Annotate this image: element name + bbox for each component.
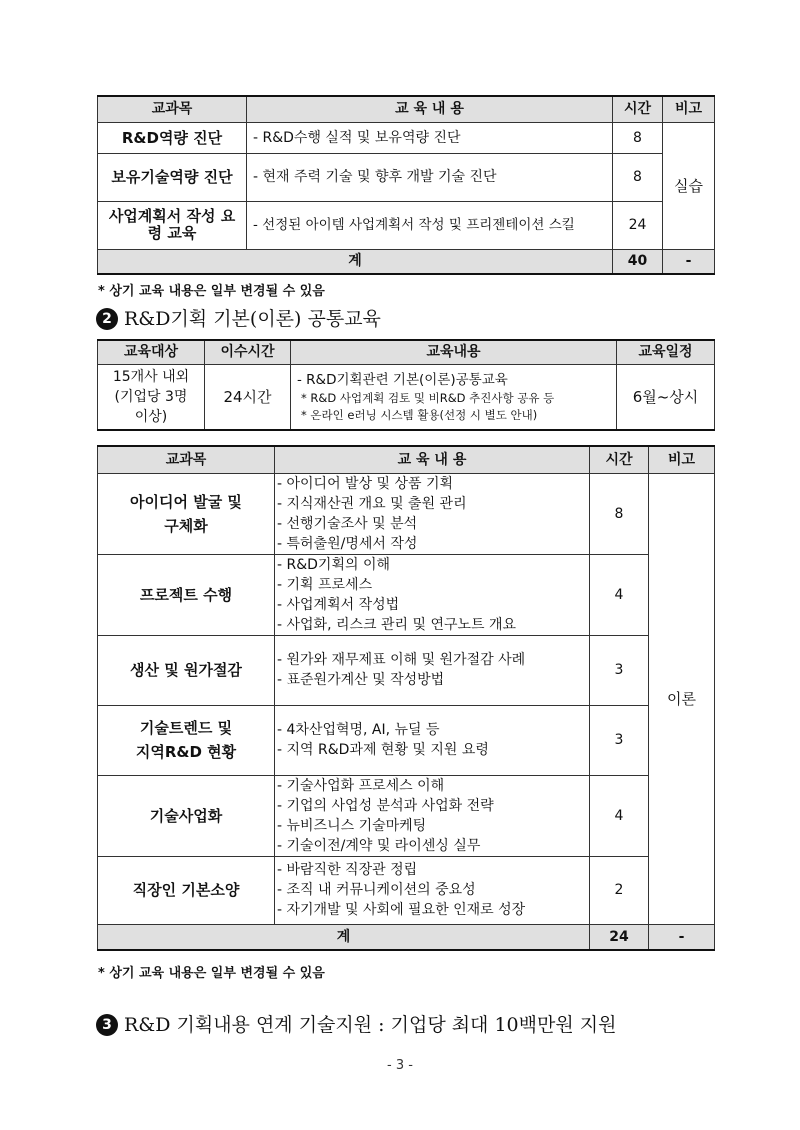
row-hours: 2 xyxy=(590,856,649,924)
row-remark: 실습 xyxy=(663,122,715,249)
section-detail: : 기업당 최대 10백만원 지원 xyxy=(372,1014,617,1036)
completion-hours: 24시간 xyxy=(205,364,291,430)
row-subject: 직장인 기본소양 xyxy=(98,856,275,924)
table-theory-curriculum xyxy=(97,445,715,951)
header-subject: 교과목 xyxy=(98,96,247,122)
table-row xyxy=(98,153,715,201)
total-remark: - xyxy=(649,924,715,950)
row-subject: 기술트렌드 및 지역R&D 현황 xyxy=(98,705,275,775)
target-cell xyxy=(98,364,205,430)
content-main: - R&D기획관련 기본(이론)공통교육 xyxy=(297,371,508,388)
target-line: 이상) xyxy=(134,408,168,425)
table-row xyxy=(98,473,715,554)
total-row xyxy=(98,924,715,950)
row-hours: 4 xyxy=(590,554,649,635)
header-remark: 비고 xyxy=(663,96,715,122)
row-content: - 아이디어 발상 및 상품 기획 - 지식재산권 개요 및 출원 관리 - 선행기술조사 및 분석 - 특허출원/명세서 작성 xyxy=(275,473,590,554)
page-number: - 3 - xyxy=(387,1058,413,1073)
target-line: 15개사 내외 xyxy=(112,368,190,385)
total-hours: 24 xyxy=(590,924,649,950)
row-subject: R&D역량 진단 xyxy=(98,122,247,153)
table-row xyxy=(98,201,715,249)
row-hours: 8 xyxy=(590,473,649,554)
total-label: 계 xyxy=(98,924,590,950)
row-subject: 생산 및 원가절감 xyxy=(98,635,275,705)
row-content: - R&D수행 실적 및 보유역량 진단 xyxy=(247,122,613,153)
change-note: * 상기 교육 내용은 일부 변경될 수 있음 xyxy=(98,966,325,981)
section-title: R&D기획 기본(이론) 공통교육 xyxy=(124,308,381,330)
header-remark: 비고 xyxy=(649,446,715,473)
row-content: - 기술사업화 프로세스 이해 - 기업의 사업성 분석과 사업화 전략 - 뉴비즈니스 기술마케팅 - 기술이전/계약 및 라이센싱 실무 xyxy=(275,775,590,856)
table-row xyxy=(98,856,715,924)
header-content: 교 육 내 용 xyxy=(275,446,590,473)
section-heading-3 xyxy=(96,1010,616,1037)
row-hours: 8 xyxy=(613,122,663,153)
row-content: - 현재 주력 기술 및 향후 개발 기술 진단 xyxy=(247,153,613,201)
content-sub: * 온라인 e러닝 시스템 활용(선정 시 별도 안내) xyxy=(301,407,538,422)
target-line: (기업당 3명 xyxy=(114,388,188,405)
header-subject: 교과목 xyxy=(98,446,275,473)
header-schedule: 교육일정 xyxy=(617,340,715,364)
table-row xyxy=(98,554,715,635)
header-hours: 시간 xyxy=(590,446,649,473)
row-hours: 8 xyxy=(613,153,663,201)
schedule: 6월~상시 xyxy=(617,364,715,430)
table-row xyxy=(98,122,715,153)
table-row xyxy=(98,705,715,775)
row-subject: 아이디어 발굴 및 구체화 xyxy=(98,473,275,554)
row-subject: 프로젝트 수행 xyxy=(98,554,275,635)
content-sub: * R&D 사업계획 검토 및 비R&D 추진사항 공유 등 xyxy=(301,390,555,405)
number-badge-icon: 2 xyxy=(96,308,118,330)
row-content: - 바람직한 직장관 정립 - 조직 내 커뮤니케이션의 중요성 - 자기개발 및 사회에 필요한 인재로 성장 xyxy=(275,856,590,924)
change-note: * 상기 교육 내용은 일부 변경될 수 있음 xyxy=(98,284,325,299)
row-hours: 3 xyxy=(590,705,649,775)
section-title: R&D 기획내용 연계 기술지원 xyxy=(124,1014,373,1036)
number-badge-icon: 3 xyxy=(96,1014,118,1036)
total-row xyxy=(98,249,715,274)
row-hours: 4 xyxy=(590,775,649,856)
table-row xyxy=(98,775,715,856)
total-remark: - xyxy=(663,249,715,274)
row-content: - 4차산업혁명, AI, 뉴딜 등 - 지역 R&D과제 현황 및 지원 요령 xyxy=(275,705,590,775)
total-hours: 40 xyxy=(613,249,663,274)
row-subject: 사업계획서 작성 요령 교육 xyxy=(98,201,247,249)
table-row xyxy=(98,635,715,705)
row-content: - R&D기획의 이해 - 기획 프로세스 - 사업계획서 작성법 - 사업화, 리스크 관리 및 연구노트 개요 xyxy=(275,554,590,635)
row-content: - 원가와 재무제표 이해 및 원가절감 사례 - 표준원가계산 및 작성방법 xyxy=(275,635,590,705)
table-practice-curriculum xyxy=(97,95,715,275)
section-heading-2 xyxy=(96,304,381,331)
row-content: - 선정된 아이템 사업계획서 작성 및 프리젠테이션 스킬 xyxy=(247,201,613,249)
row-hours: 3 xyxy=(590,635,649,705)
row-subject: 보유기술역량 진단 xyxy=(98,153,247,201)
header-completion-hours: 이수시간 xyxy=(205,340,291,364)
header-content: 교 육 내 용 xyxy=(247,96,613,122)
row-hours: 24 xyxy=(613,201,663,249)
header-content: 교육내용 xyxy=(291,340,617,364)
header-hours: 시간 xyxy=(613,96,663,122)
total-label: 계 xyxy=(98,249,613,274)
header-target: 교육대상 xyxy=(98,340,205,364)
content-cell xyxy=(291,364,617,430)
row-remark: 이론 xyxy=(649,473,715,924)
row-subject: 기술사업화 xyxy=(98,775,275,856)
table-course-overview xyxy=(97,339,715,431)
